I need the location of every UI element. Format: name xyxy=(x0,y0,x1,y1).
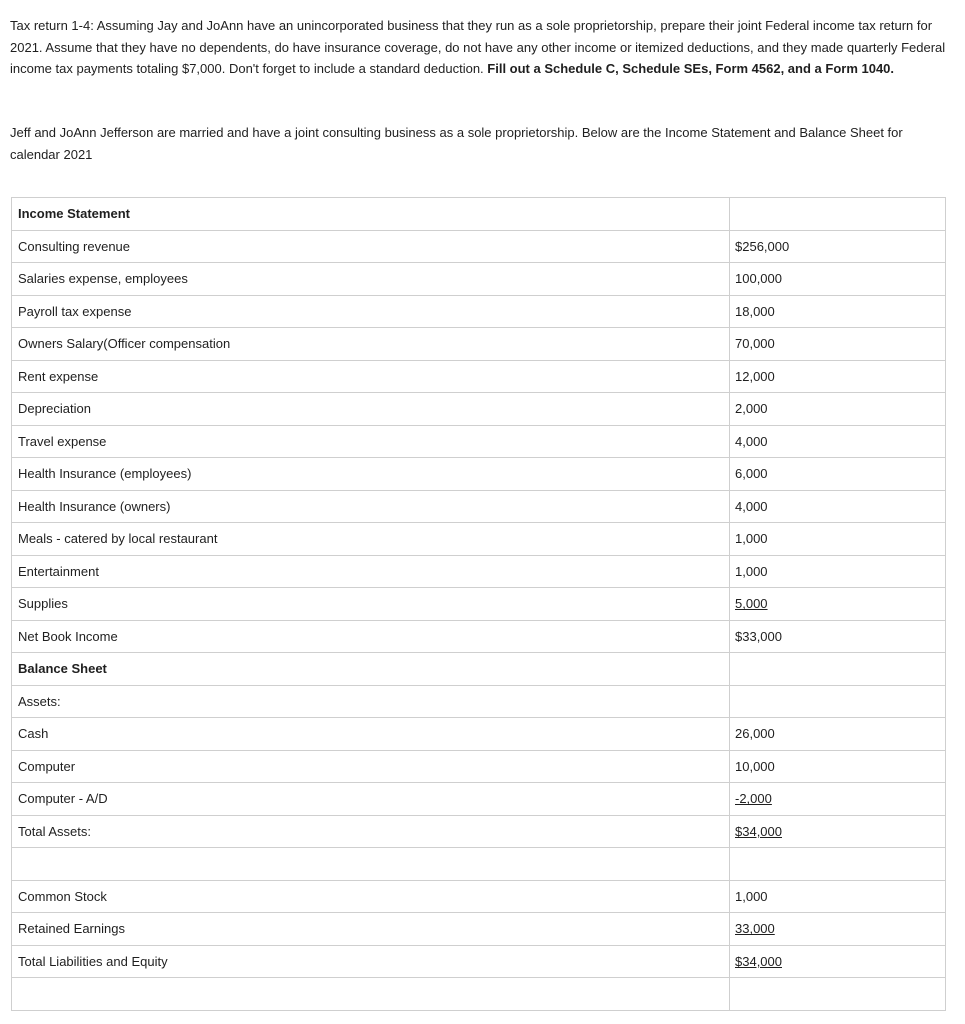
table-row xyxy=(12,913,946,946)
row-value: 12,000 xyxy=(730,360,946,393)
table-row xyxy=(12,458,946,491)
row-value xyxy=(730,198,946,231)
table-row xyxy=(12,360,946,393)
row-label: Salaries expense, employees xyxy=(12,263,730,296)
table-row xyxy=(12,263,946,296)
table-row xyxy=(12,880,946,913)
row-label: Travel expense xyxy=(12,425,730,458)
row-label: Computer - A/D xyxy=(12,783,730,816)
instructions-bold-text: Fill out a Schedule C, Schedule SEs, Form 4562, and a Form 1040. xyxy=(487,61,895,76)
table-row xyxy=(12,393,946,426)
table-row xyxy=(12,750,946,783)
row-label: Retained Earnings xyxy=(12,913,730,946)
row-value: -2,000 xyxy=(735,791,772,807)
table-row xyxy=(12,653,946,686)
instructions-paragraph xyxy=(10,15,955,80)
table-row xyxy=(12,425,946,458)
row-value xyxy=(730,848,946,881)
row-label: Payroll tax expense xyxy=(12,295,730,328)
table-row xyxy=(12,555,946,588)
table-row xyxy=(12,490,946,523)
row-value: 4,000 xyxy=(730,490,946,523)
row-label: Meals - catered by local restaurant xyxy=(12,523,730,556)
table-row xyxy=(12,328,946,361)
row-value: 33,000 xyxy=(735,921,775,937)
row-value: 2,000 xyxy=(730,393,946,426)
row-label xyxy=(12,978,730,1011)
row-label: Total Assets: xyxy=(12,815,730,848)
row-label: Total Liabilities and Equity xyxy=(12,945,730,978)
row-label: Cash xyxy=(12,718,730,751)
row-value: 5,000 xyxy=(735,596,768,612)
row-value: 26,000 xyxy=(730,718,946,751)
row-label: Assets: xyxy=(12,685,730,718)
row-value: 4,000 xyxy=(730,425,946,458)
row-label: Health Insurance (owners) xyxy=(12,490,730,523)
row-value: $34,000 xyxy=(735,953,782,969)
table-row xyxy=(12,783,946,816)
row-value: 18,000 xyxy=(730,295,946,328)
row-value: 10,000 xyxy=(730,750,946,783)
table-row xyxy=(12,685,946,718)
table-row xyxy=(12,815,946,848)
table-row xyxy=(12,945,946,978)
description-paragraph: Jeff and JoAnn Jefferson are married and have a joint consulting business as a sole proprietorship. Below are the Income Statement and Balance Sheet for calendar 2021 xyxy=(10,125,903,162)
table-row xyxy=(12,620,946,653)
row-value: $33,000 xyxy=(730,620,946,653)
row-value: 70,000 xyxy=(730,328,946,361)
row-label: Entertainment xyxy=(12,555,730,588)
financial-statements-table xyxy=(11,197,946,1011)
row-label: Depreciation xyxy=(12,393,730,426)
table-row xyxy=(12,230,946,263)
table-row xyxy=(12,848,946,881)
section-header-balance-sheet: Balance Sheet xyxy=(12,653,730,686)
row-label: Consulting revenue xyxy=(12,230,730,263)
row-value: 1,000 xyxy=(730,523,946,556)
row-value: 6,000 xyxy=(730,458,946,491)
table-row xyxy=(12,523,946,556)
table-row xyxy=(12,198,946,231)
instructions-text: Tax return 1-4: Assuming Jay and JoAnn have an unincorporated business that they run as a sole proprietorship, prepare their joint Federal income tax return for 2021. Assume that they have no dependents, do have insurance coverage, do not have any other income or itemized deductions, and they made quarterly Federal income tax payments totaling $7,000. Don't forget to include a standard deduction. xyxy=(10,18,946,76)
row-value: 1,000 xyxy=(730,555,946,588)
row-value xyxy=(730,685,946,718)
row-value xyxy=(730,978,946,1011)
table-row xyxy=(12,978,946,1011)
row-label: Net Book Income xyxy=(12,620,730,653)
row-label: Supplies xyxy=(12,588,730,621)
table-row xyxy=(12,588,946,621)
row-label: Health Insurance (employees) xyxy=(12,458,730,491)
section-header-income-statement: Income Statement xyxy=(12,198,730,231)
row-value: $256,000 xyxy=(730,230,946,263)
row-value: 1,000 xyxy=(730,880,946,913)
row-value: 100,000 xyxy=(730,263,946,296)
row-label: Common Stock xyxy=(12,880,730,913)
table-row xyxy=(12,295,946,328)
row-value: $34,000 xyxy=(735,823,782,839)
row-value xyxy=(730,653,946,686)
row-label: Owners Salary(Officer compensation xyxy=(12,328,730,361)
row-label: Computer xyxy=(12,750,730,783)
table-row xyxy=(12,718,946,751)
row-label: Rent expense xyxy=(12,360,730,393)
row-label xyxy=(12,848,730,881)
